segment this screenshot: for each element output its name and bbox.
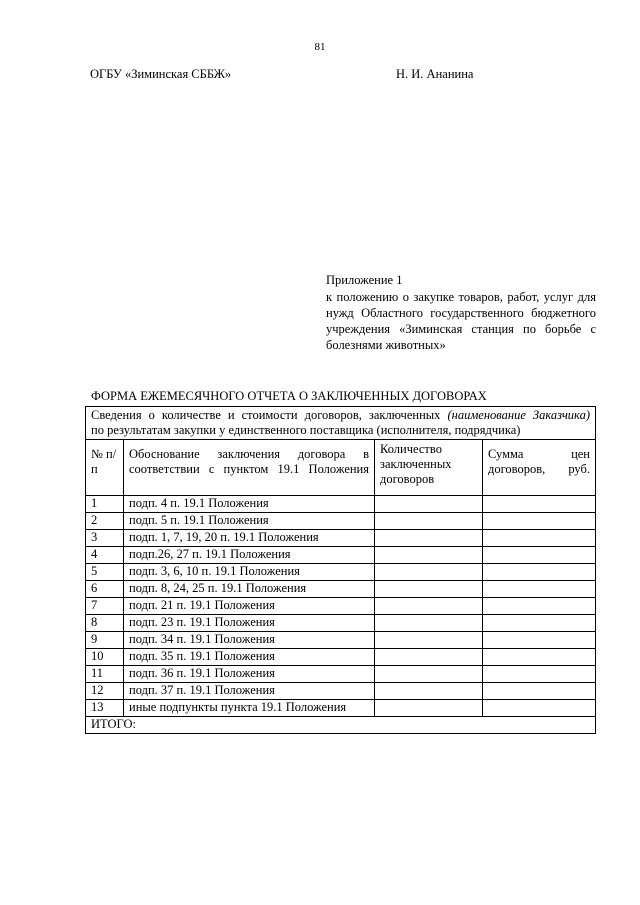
row-count <box>375 683 483 700</box>
row-count <box>375 615 483 632</box>
organization-name: ОГБУ «Зиминская СББЖ» <box>90 67 232 81</box>
report-table <box>85 406 596 734</box>
form-title: ФОРМА ЕЖЕМЕСЯЧНОГО ОТЧЕТА О ЗАКЛЮЧЕННЫХ ДОГОВОРАХ <box>91 389 487 403</box>
row-basis: подп. 3, 6, 10 п. 19.1 Положения <box>124 564 375 581</box>
page-number: 81 <box>314 41 326 53</box>
table-row <box>86 547 596 564</box>
table-row <box>86 581 596 598</box>
column-header-row <box>86 440 596 496</box>
row-count <box>375 598 483 615</box>
row-count <box>375 666 483 683</box>
row-sum <box>483 513 596 530</box>
table-row <box>86 649 596 666</box>
row-sum <box>483 598 596 615</box>
header-num: № п/п <box>86 440 124 496</box>
row-sum <box>483 547 596 564</box>
row-basis: подп. 21 п. 19.1 Положения <box>124 598 375 615</box>
table-row <box>86 564 596 581</box>
table-row <box>86 700 596 717</box>
row-basis: подп. 35 п. 19.1 Положения <box>124 649 375 666</box>
row-count <box>375 496 483 513</box>
row-basis: подп. 8, 24, 25 п. 19.1 Положения <box>124 581 375 598</box>
table-row <box>86 598 596 615</box>
row-sum <box>483 496 596 513</box>
row-num: 7 <box>86 598 124 615</box>
table-row <box>86 632 596 649</box>
row-num: 4 <box>86 547 124 564</box>
row-num: 2 <box>86 513 124 530</box>
row-num: 6 <box>86 581 124 598</box>
row-count <box>375 564 483 581</box>
row-count <box>375 530 483 547</box>
row-basis: подп. 34 п. 19.1 Положения <box>124 632 375 649</box>
row-num: 8 <box>86 615 124 632</box>
total-label: ИТОГО: <box>86 717 596 734</box>
info-row <box>86 407 596 440</box>
appendix-text: к положению о закупке товаров, работ, услуг для нужд Областного государственного бюджетного учреждения «Зиминская станция по борьбе с болезнями животных» <box>326 290 596 352</box>
table-row <box>86 530 596 547</box>
total-row <box>86 717 596 734</box>
row-num: 11 <box>86 666 124 683</box>
info-line-2: по результатам закупки у единственного поставщика (исполнителя, подрядчика) <box>91 423 521 437</box>
row-count <box>375 581 483 598</box>
row-basis: подп. 4 п. 19.1 Положения <box>124 496 375 513</box>
person-name: Н. И. Ананина <box>396 67 474 81</box>
row-sum <box>483 615 596 632</box>
row-basis: подп. 36 п. 19.1 Положения <box>124 666 375 683</box>
row-sum <box>483 530 596 547</box>
row-sum <box>483 683 596 700</box>
header-basis <box>124 440 375 496</box>
row-basis: иные подпункты пункта 19.1 Положения <box>124 700 375 717</box>
info-line-1 <box>91 408 590 423</box>
row-sum <box>483 632 596 649</box>
appendix-title: Приложение 1 <box>326 273 403 287</box>
appendix-block <box>326 272 596 353</box>
row-sum <box>483 666 596 683</box>
row-basis: подп.26, 27 п. 19.1 Положения <box>124 547 375 564</box>
row-num: 5 <box>86 564 124 581</box>
table-row <box>86 683 596 700</box>
row-basis: подп. 23 п. 19.1 Положения <box>124 615 375 632</box>
row-basis: подп. 1, 7, 19, 20 п. 19.1 Положения <box>124 530 375 547</box>
row-count <box>375 547 483 564</box>
row-sum <box>483 581 596 598</box>
header-sum <box>483 440 596 496</box>
row-num: 13 <box>86 700 124 717</box>
table-row <box>86 513 596 530</box>
row-num: 9 <box>86 632 124 649</box>
info-line-1-text: Сведения о количестве и стоимости договоров, заключенных <box>91 408 441 422</box>
row-basis: подп. 37 п. 19.1 Положения <box>124 683 375 700</box>
row-sum <box>483 649 596 666</box>
table-row <box>86 666 596 683</box>
row-count <box>375 513 483 530</box>
row-num: 3 <box>86 530 124 547</box>
row-sum <box>483 564 596 581</box>
info-cell <box>86 407 596 440</box>
header-count: Количество заключенных договоров <box>375 440 483 496</box>
row-count <box>375 632 483 649</box>
row-sum <box>483 700 596 717</box>
table-row <box>86 615 596 632</box>
header-sum-text: Сумма цен договоров, руб. <box>488 447 590 476</box>
row-count <box>375 649 483 666</box>
row-num: 10 <box>86 649 124 666</box>
row-num: 1 <box>86 496 124 513</box>
row-num: 12 <box>86 683 124 700</box>
table-row <box>86 496 596 513</box>
customer-name-placeholder: (наименование Заказчика) <box>447 408 591 422</box>
row-basis: подп. 5 п. 19.1 Положения <box>124 513 375 530</box>
header-basis-text: Обоснование заключения договора в соответствии с пунктом 19.1 Положения <box>129 447 369 476</box>
row-count <box>375 700 483 717</box>
